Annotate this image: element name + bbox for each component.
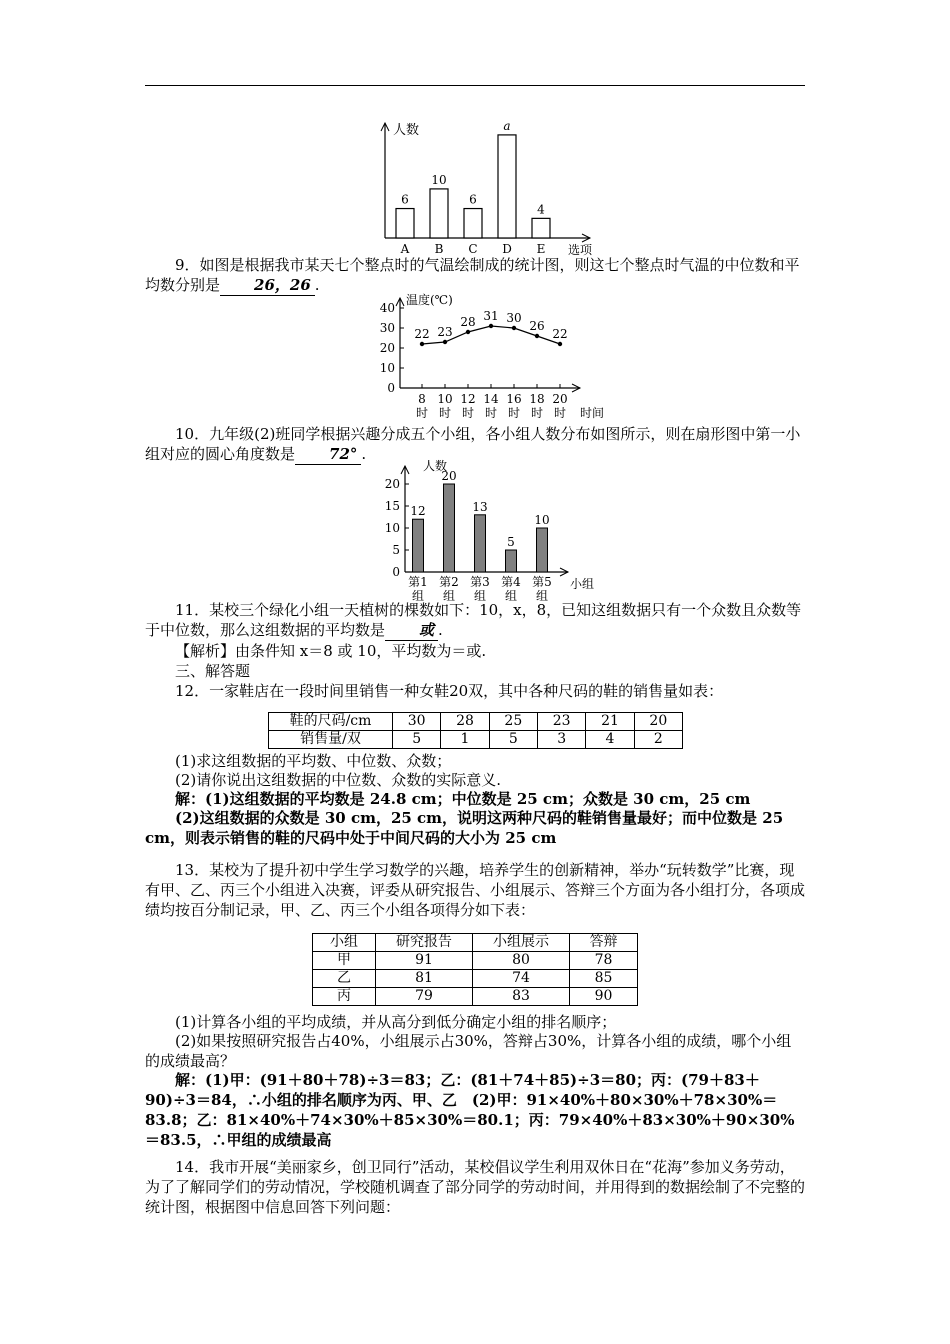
y-tick-label: 30 [379, 321, 395, 335]
shoe-size-table [268, 712, 683, 749]
x-tick-label: 20 [552, 392, 568, 406]
y-tick-label: 20 [379, 341, 395, 355]
x-tick-label: 14 [483, 392, 499, 406]
x-axis-label: 小组 [570, 577, 595, 591]
category-tick-label: 第1 [408, 575, 428, 589]
section-title: 三、解答题 [175, 662, 251, 680]
category-tick-label: 组 [504, 589, 518, 603]
question-13: 13．某校为了提升初中学生学习数学的兴趣，培养学生的创新精神，举办“玩转数学”比赛，现有甲、乙、丙三个小组进入决赛，评委从研究报告、小组展示、答辩三个方面为各小组打分，各项成绩均按百分制记录，甲、乙、丙三个小组各项得分如下表： [145, 861, 806, 919]
x-axis-label: 时间 [580, 406, 605, 420]
question-14: 14．我市开展“美丽家乡，创卫同行”活动，某校倡议学生利用双休日在“花海”参加义务劳动，为了了解同学们的劳动情况，学校随机调查了部分同学的劳动时间，并用得到的数据绘制了不完整的统计图，根据图中信息回答下列问题： [145, 1158, 806, 1216]
x-tick-label: 时 [507, 406, 521, 420]
bar [475, 515, 486, 572]
bar [532, 218, 550, 238]
data-point [535, 334, 539, 338]
y-axis-label: 温度(℃) [406, 293, 453, 307]
x-tick-label: 16 [506, 392, 522, 406]
y-tick-label: 10 [379, 361, 395, 375]
category-tick-label: D [502, 242, 512, 256]
x-tick-label: 10 [437, 392, 453, 406]
question-9: 9．如图是根据我市某天七个整点时的气温绘制成的统计图，则这七个整点时气温的中位数和平均数分别是 26，26 . [145, 256, 800, 294]
bar-value-label: a [503, 118, 511, 133]
bar [464, 209, 482, 238]
category-tick-label: C [468, 242, 478, 256]
table-row: 甲 91 80 78 [313, 952, 638, 970]
q13-sub2: (2)如果按照研究报告占40%，小组展示占30%，答辩占30%，计算各小组的成绩，哪个小组的成绩最高？ [145, 1032, 792, 1070]
category-tick-label: 第3 [470, 575, 490, 589]
header-rule [145, 85, 805, 86]
q12-solution-2: (2)这组数据的众数是 30 cm，25 cm，说明这两种尺码的鞋销售量最好；而中位数是 25 cm，则表示销售的鞋的尺码中处于中间尺码的大小为 25 cm [145, 809, 784, 847]
q13-solution: 解：(1)甲：(91＋80＋78)÷3＝83；乙：(81＋74＋85)÷3＝80；丙：(79＋83＋90)÷3＝84，∴小组的排名顺序为丙、甲、乙 (2)甲：91×40%＋80×30%＋78×30%＝83.8；乙：81×40%＋74×30%＋85×30%＝80.1；丙：79×40%＋83×30%＋90×30%＝83.5，∴甲组的成绩最高 [145, 1071, 795, 1149]
x-tick-label: 18 [529, 392, 545, 406]
question-12: 12．一家鞋店在一段时间里销售一种女鞋20双，其中各种尺码的鞋的销售量如表： [175, 682, 724, 700]
y-tick-label: 15 [384, 499, 400, 513]
category-tick-label: 第5 [532, 575, 552, 589]
q11-analysis: 【解析】由条件知 x＝8 或 10，平均数为＝或. [175, 642, 487, 660]
table-row: 丙 79 83 90 [313, 988, 638, 1006]
data-point [466, 330, 470, 334]
chart-options-bar [375, 118, 615, 258]
question-11: 11．某校三个绿化小组一天植树的棵数如下：10，x，8，已知这组数据只有一个众数且众数等于中位数，那么这组数据的平均数是 或 . [145, 601, 802, 639]
x-tick-label: 时 [530, 406, 544, 420]
category-tick-label: E [536, 242, 546, 256]
q12-solution-1: 解：(1)这组数据的平均数是 24.8 cm；中位数是 25 cm；众数是 30 cm，25 cm [175, 790, 751, 808]
category-tick-label: 组 [411, 589, 425, 603]
data-point [558, 342, 562, 346]
table-row: 小组 研究报告 小组展示 答辩 [313, 934, 638, 952]
group-score-table [312, 933, 638, 1006]
x-tick-label: 时 [484, 406, 498, 420]
x-axis-label: 选项 [568, 243, 593, 257]
data-label: 22 [414, 327, 430, 341]
category-tick-label: 组 [535, 589, 549, 603]
q13-sub1: (1)计算各小组的平均成绩，并从高分到低分确定小组的排名顺序； [175, 1013, 617, 1031]
bar [537, 528, 548, 572]
q12-sub2: (2)请你说出这组数据的中位数、众数的实际意义. [175, 771, 502, 789]
category-tick-label: A [400, 242, 410, 256]
y-axis-label: 人数 [423, 459, 448, 473]
category-tick-label: 组 [473, 589, 487, 603]
bar-value-label: 4 [537, 202, 545, 217]
data-point [512, 326, 516, 330]
data-point [489, 324, 493, 328]
chart-groups-bar [370, 458, 620, 603]
table-row: 鞋的尺码/cm 30 28 25 23 21 20 [269, 713, 683, 731]
category-tick-label: 第4 [501, 575, 521, 589]
bar-value-label: 10 [534, 513, 550, 527]
data-label: 31 [483, 309, 499, 323]
question-10: 10．九年级(2)班同学根据兴趣分成五个小组，各小组人数分布如图所示，则在扇形图中第一小组对应的圆心角度数是 72° . [145, 425, 801, 463]
q12-sub1: (1)求这组数据的平均数、中位数、众数； [175, 752, 452, 770]
x-tick-label: 12 [460, 392, 476, 406]
y-tick-label: 40 [379, 301, 395, 315]
data-label: 26 [529, 319, 545, 333]
bar-value-label: 10 [431, 172, 447, 187]
y-tick-label: 20 [384, 477, 400, 491]
x-tick-label: 时 [553, 406, 567, 420]
bar [430, 189, 448, 238]
y-tick-label: 0 [392, 565, 400, 579]
data-point [443, 340, 447, 344]
data-label: 22 [552, 327, 568, 341]
y-axis-label: 人数 [393, 123, 420, 138]
bar [498, 135, 516, 238]
bar-value-label: 20 [441, 469, 457, 483]
q9-answer: 26，26 [220, 275, 315, 296]
y-tick-label: 10 [384, 521, 400, 535]
x-tick-label: 时 [461, 406, 475, 420]
data-label: 30 [506, 311, 522, 325]
bar-value-label: 13 [472, 499, 488, 514]
bar [396, 209, 414, 238]
bar-value-label: 12 [410, 504, 426, 519]
x-tick-label: 8 [418, 392, 426, 406]
y-tick-label: 5 [392, 543, 400, 557]
y-tick-label: 0 [387, 381, 395, 395]
bar-value-label: 5 [507, 535, 515, 549]
bar-value-label: 6 [469, 192, 477, 207]
bar [413, 519, 424, 572]
bar-value-label: 6 [401, 192, 409, 207]
category-tick-label: 第2 [439, 575, 459, 589]
data-label: 23 [437, 325, 453, 339]
category-tick-label: 组 [442, 589, 456, 603]
bar [506, 550, 517, 572]
x-tick-label: 时 [438, 406, 452, 420]
table-row: 乙 81 74 85 [313, 970, 638, 988]
data-point [420, 342, 424, 346]
bar [444, 484, 455, 572]
chart-temperature-line [370, 290, 620, 422]
category-tick-label: B [434, 242, 444, 256]
data-label: 28 [460, 315, 476, 329]
table-row: 销售量/双 5 1 5 3 4 2 [269, 731, 683, 749]
q10-answer: 72° [295, 444, 361, 465]
x-tick-label: 时 [415, 406, 429, 420]
q11-answer: 或 [385, 620, 438, 641]
